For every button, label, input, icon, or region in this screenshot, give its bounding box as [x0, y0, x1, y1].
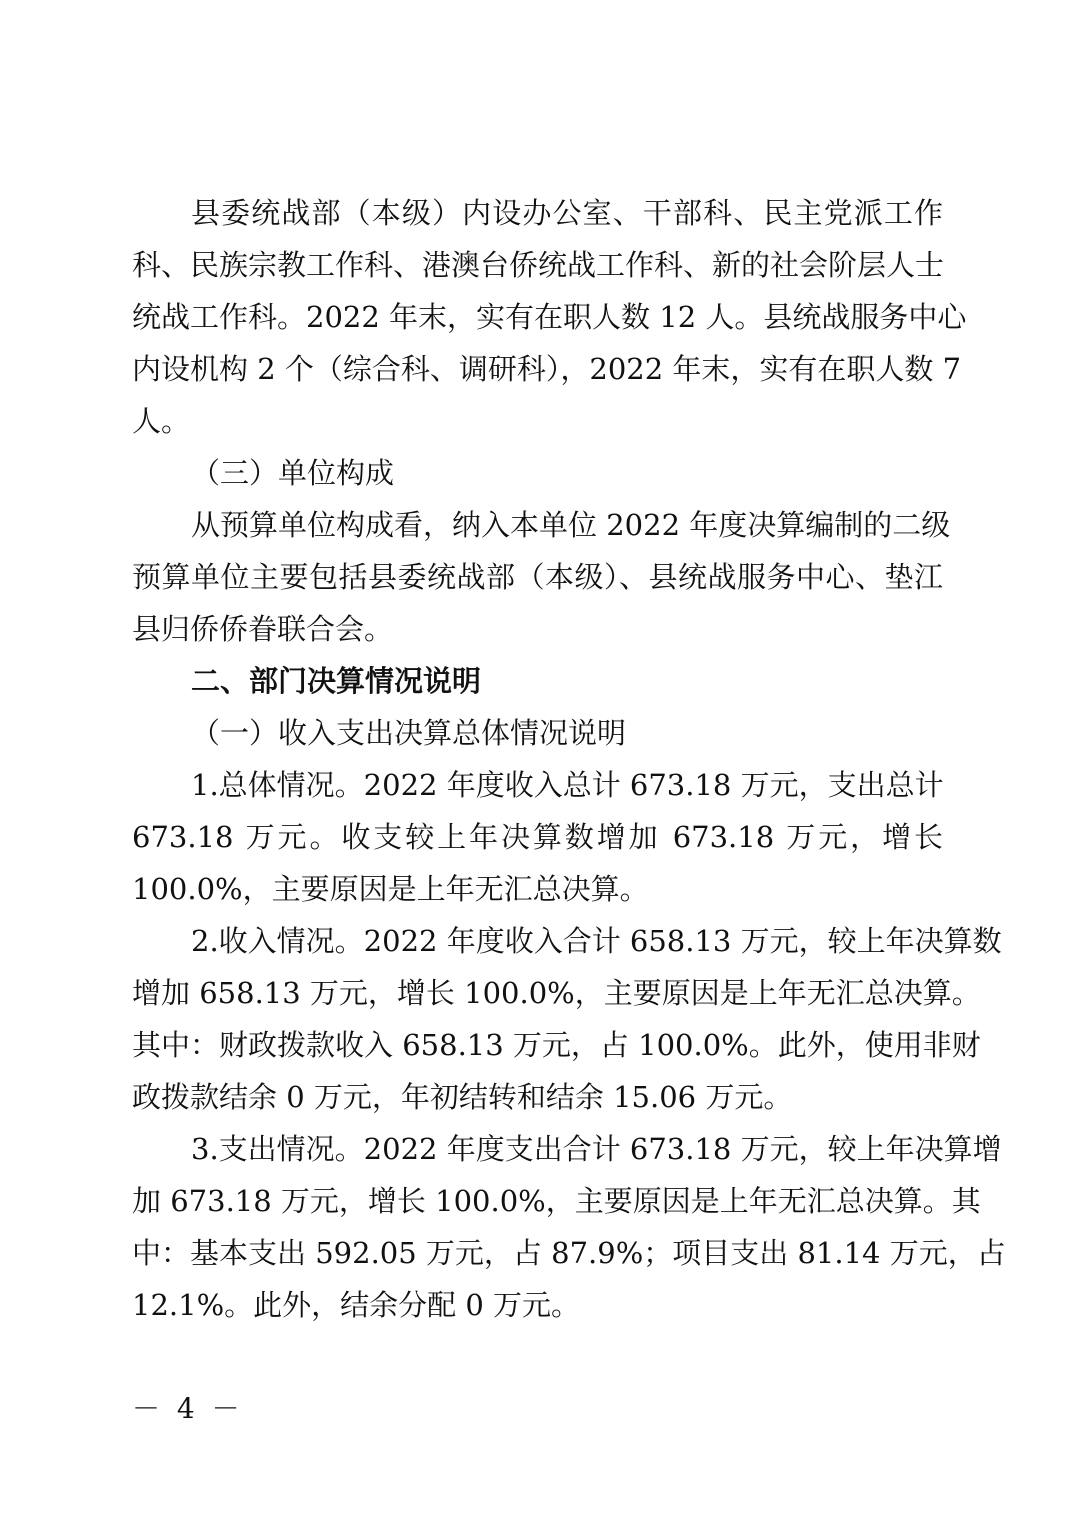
page-number: － 4 －: [132, 1392, 244, 1425]
paragraph-5-line-3: 中：基本支出 592.05 万元，占 87.9%；项目支出 81.14 万元，占: [132, 1236, 1006, 1270]
paragraph-5-line-2: 加 673.18 万元，增长 100.0%，主要原因是上年无汇总决算。其: [132, 1184, 981, 1218]
paragraph-2-line-2: 预算单位主要包括县委统战部（本级）、县统战服务中心、垫江: [132, 560, 943, 594]
paragraph-4-line-3: 其中：财政拨款收入 658.13 万元，占 100.0%。此外，使用非财: [132, 1028, 981, 1062]
paragraph-4-line-4: 政拨款结余 0 万元，年初结转和结余 15.06 万元。: [132, 1080, 793, 1114]
paragraph-3-line-1: 1.总体情况。2022 年度收入总计 673.18 万元，支出总计: [191, 768, 944, 802]
paragraph-1-line-3: 统战工作科。2022 年末，实有在职人数 12 人。县统战服务中心: [132, 300, 967, 334]
paragraph-5-line-1: 3.支出情况。2022 年度支出合计 673.18 万元，较上年决算增: [191, 1132, 1002, 1166]
section-title-unit-composition: （三）单位构成: [191, 456, 395, 490]
paragraph-1-line-4: 内设机构 2 个（综合科、调研科），2022 年末，实有在职人数 7: [132, 352, 962, 386]
paragraph-1-line-1: 县委统战部（本级）内设办公室、干部科、民主党派工作: [191, 196, 943, 230]
heading-department-final-accounts: 二、部门决算情况说明: [191, 664, 482, 698]
subheading-income-expenditure-overview: （一）收入支出决算总体情况说明: [191, 716, 627, 750]
paragraph-5-line-4: 12.1%。此外，结余分配 0 万元。: [132, 1288, 581, 1322]
paragraph-1-line-2: 科、民族宗教工作科、港澳台侨统战工作科、新的社会阶层人士: [132, 248, 945, 282]
paragraph-2-line-3: 县归侨侨眷联合会。: [132, 612, 394, 646]
paragraph-4-line-1: 2.收入情况。2022 年度收入合计 658.13 万元，较上年决算数: [191, 924, 1002, 958]
paragraph-1-line-5: 人。: [132, 404, 191, 438]
paragraph-3-line-3: 100.0%，主要原因是上年无汇总决算。: [132, 872, 649, 906]
paragraph-3-line-2: 673.18 万元。收支较上年决算数增加 673.18 万元，增长: [132, 820, 943, 854]
paragraph-2-line-1: 从预算单位构成看，纳入本单位 2022 年度决算编制的二级: [191, 508, 951, 542]
paragraph-4-line-2: 增加 658.13 万元，增长 100.0%，主要原因是上年无汇总决算。: [132, 976, 981, 1010]
